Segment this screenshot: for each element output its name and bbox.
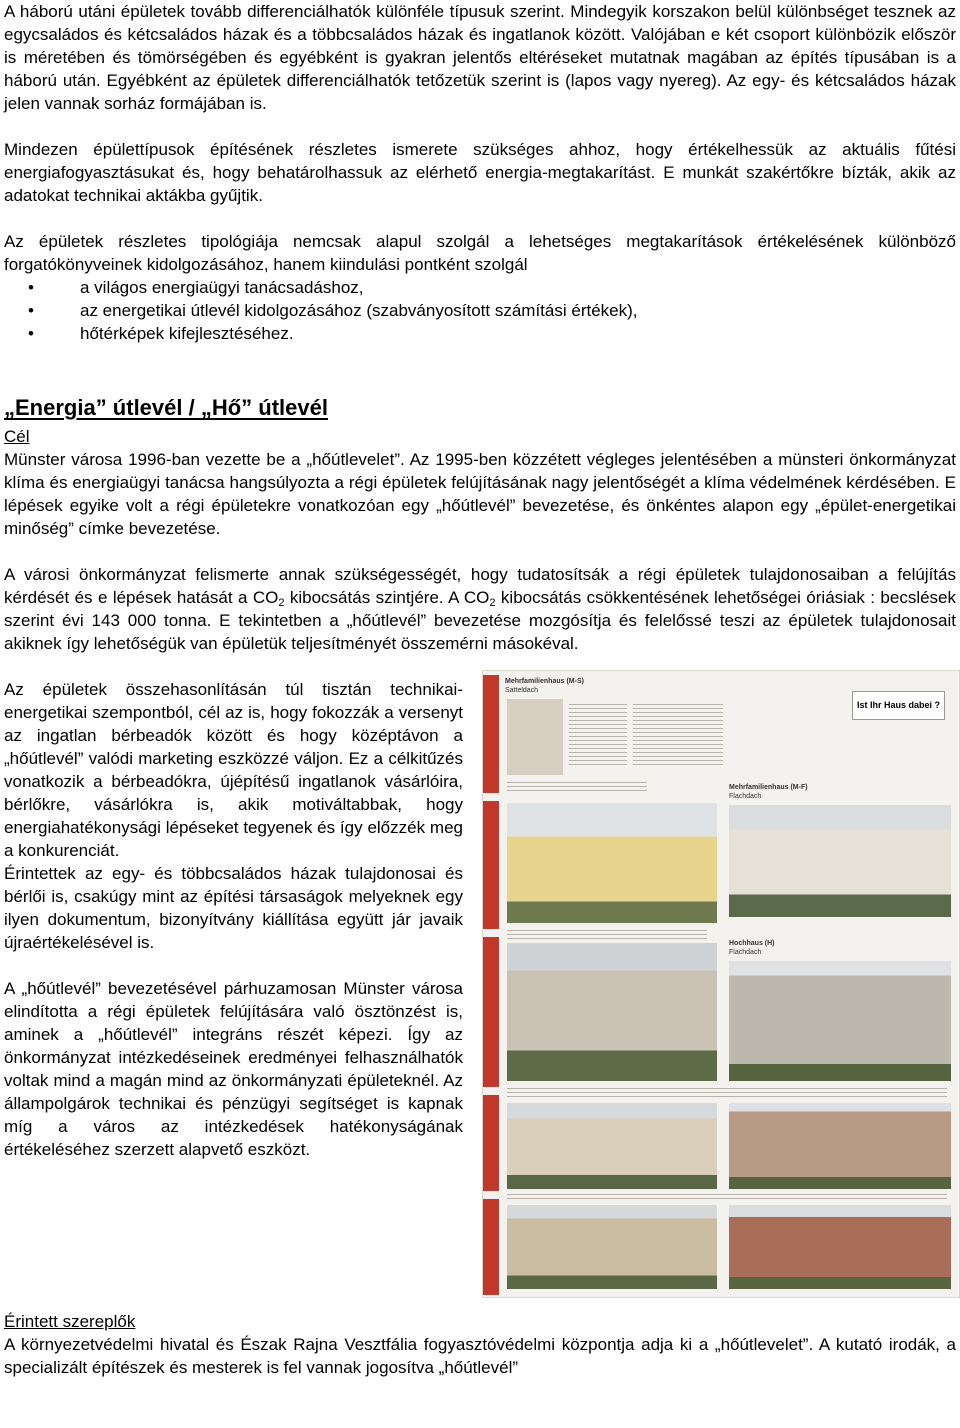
intro-paragraph-3: Az épületek részletes tipológiája nemcsak alapul szolgál a lehetséges megtakarítások értékelésének különböző forgatókönyveinek kidolgozásához, hanem kiindulási pontként szolgál bbox=[4, 232, 956, 274]
document-page bbox=[4, 0, 956, 1379]
goal-paragraph-1: Münster városa 1996-ban vezette be a „hőútlevelet”. Az 1995-ben közzétett végleges jelentésében a münsteri önkormányzat klíma és energiaügyi tanácsa hangsúlyozta a régi épületek felújításának nagy jelentőségét a klíma védelmének kérdésében. E lépések egyike volt a régi épületekre vonatkozóan egy „hőútlevél” bevezetése, és önkéntes alapon egy „épület-energetikai minőség” címke bevezetése. bbox=[4, 450, 956, 538]
building-thumbnail bbox=[507, 699, 563, 775]
data-block bbox=[507, 1191, 947, 1201]
left-paragraph-1: Az épületek összehasonlításán túl tisztán technikai-energetikai szempontból, cél az is, hogy fokozzák a versenyt az ingatlan bérbeadók között és hogy középtávon a „hőútlevél” valódi marketing eszközzé váljon. Ez a célkitűzés vonatkozik a bérbeadókra, újépítésű ingatlanok vásárlóira, bérlőkre, vásárlókra is, akik motiváltabbak, hogy energiahatékonysági lépéseket tegyenek és így előzzék meg a konkurenciát. bbox=[4, 680, 463, 860]
photo-badge: Ist Ihr Haus dabei ? bbox=[852, 691, 945, 720]
list-item: • hőtérképek kifejlesztéséhez. bbox=[4, 322, 956, 345]
goal-label: Cél bbox=[4, 427, 30, 446]
color-band bbox=[483, 1199, 499, 1295]
building-photo bbox=[729, 961, 951, 1081]
photo-subheading: Flachdach bbox=[729, 949, 762, 956]
text-and-figure bbox=[4, 678, 956, 1310]
building-typology-photo bbox=[482, 670, 960, 1298]
intro-paragraph-1: A háború utáni épületek tovább differenciálhatók különféle típusuk szerint. Mindegyik korszakon belül különbséget tesznek az egycsaládos és kétcsaládos házak és a többcsaládos házak és ingatlanok között. Valójában e két csoport különbözik először is méretében és tömörségében és egyébként is gyakran jelentős eltéréseket mutatnak magában az építés típusában is a háború után. Egyébként az épületek differenciálhatók tetőzetük szerint is (lapos vagy nyereg). Az egy- és kétcsaládos házak jelen vannak sorház formájában is. bbox=[4, 2, 956, 113]
building-photo bbox=[729, 1103, 951, 1189]
photo-subheading: Satteldach bbox=[505, 687, 539, 694]
photo-subheading: Flachdach bbox=[729, 793, 762, 800]
data-block bbox=[507, 779, 647, 793]
building-photo bbox=[729, 805, 951, 917]
section-title: „Energia” útlevél / „Hő” útlevél bbox=[4, 395, 328, 420]
left-paragraph-3: A „hőútlevél” bevezetésével párhuzamosan Münster városa elindította a régi épületek felújítására való ösztönzést is, aminek a „hőútlevél” integráns részét képezi. Így az önkormányzat intézkedéseinek eredményei felhasználhatók voltak mind a magán mind az önkormányzati épületeknél. Az állampolgárok technikai és pénzügyi segítséget is kapnak míg a város az intézkedések hatékonyságának értékeléséhez szerzett alapvető eszközt. bbox=[4, 979, 463, 1159]
color-band bbox=[483, 1095, 499, 1191]
stakeholders-label: Érintett szereplők bbox=[4, 1312, 136, 1331]
color-band bbox=[483, 937, 499, 1087]
building-photo bbox=[507, 803, 717, 923]
list-item: • a világos energiaügyi tanácsadáshoz, bbox=[4, 276, 956, 299]
photo-heading: Hochhaus (H) bbox=[729, 940, 775, 947]
data-block bbox=[569, 701, 627, 767]
photo-heading: Mehrfamilienhaus (M-S) bbox=[505, 678, 584, 685]
left-column bbox=[4, 678, 463, 1161]
photo-heading: Mehrfamilienhaus (M-F) bbox=[729, 784, 808, 791]
usage-list bbox=[4, 276, 956, 345]
building-photo bbox=[507, 943, 717, 1081]
color-band bbox=[483, 675, 499, 793]
building-photo bbox=[729, 1205, 951, 1289]
goal-paragraph-2: A városi önkormányzat felismerte annak szükségességét, hogy tudatosítsák a régi épületek tulajdonosaiban a felújítás kérdését és e lépések hatását a $CO_2$ kibocsátás szintjére. A $CO_2$ kibocsátás csökkentésének lehetőségei óriásiak : becslések szerint évi 143 000 tonna. E tekintetben a „hőútlevél” bevezetése mozgósítja és felelőssé teszi az épületek tulajdonosait akiknek így lehetőségük van épületük teljesítményét összemérni másokéval. bbox=[4, 565, 957, 653]
data-block bbox=[507, 1085, 947, 1099]
stakeholders-paragraph: A környezetvédelmi hivatal és Észak Rajna Vesztfália fogyasztóvédelmi központja adja ki a „hőútlevelet”. A kutató irodák, a specializált építészek és mesterek is fel vannak jogosítva „hőútlevél” bbox=[4, 1335, 956, 1377]
building-photo bbox=[507, 1205, 717, 1289]
data-block bbox=[507, 927, 707, 939]
building-photo bbox=[507, 1103, 717, 1189]
list-item: • az energetikai útlevél kidolgozásához (szabványosított számítási értékek), bbox=[4, 299, 956, 322]
left-paragraph-2: Érintettek az egy- és többcsaládos házak tulajdonosai és bérlői is, csakúgy mint az építési társaságok melyeknek egy ilyen dokumentum, bizonyítvány kiállítása együtt jár javaik újraértékelésével is. bbox=[4, 864, 463, 952]
data-block bbox=[633, 701, 723, 767]
intro-paragraph-2: Mindezen épülettípusok építésének részletes ismerete szükséges ahhoz, hogy értékelhessük az aktuális fűtési energiafogyasztásukat és, hogy behatárolhassuk az elérhető energia-megtakarítást. E munkát szakértőkre bízták, akik az adatokat technikai aktákba gyűjtik. bbox=[4, 140, 956, 205]
color-band bbox=[483, 801, 499, 929]
